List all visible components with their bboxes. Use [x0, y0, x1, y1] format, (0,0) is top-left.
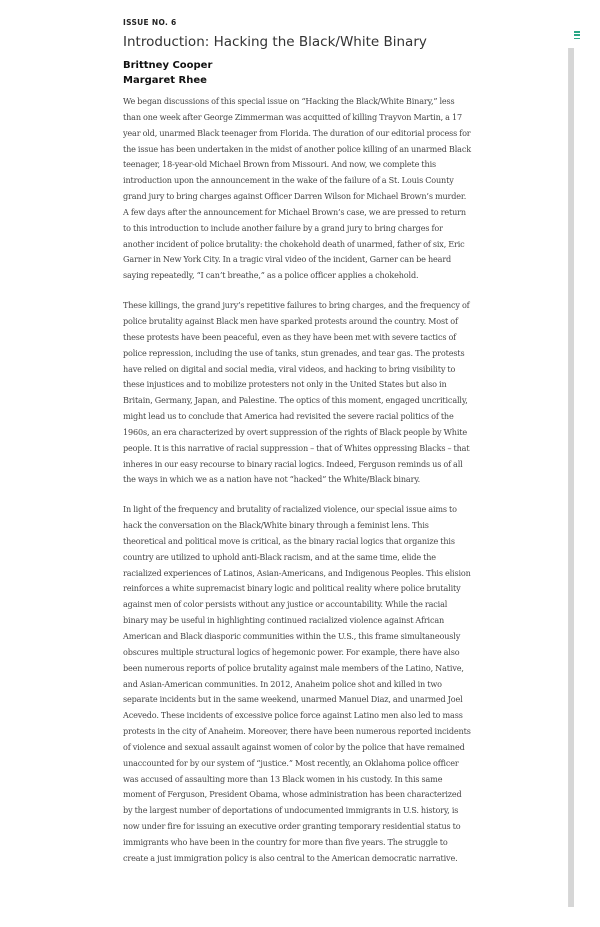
body-paragraph: These killings, the grand jury’s repetitive failures to bring charges, and the frequency of police brutality against Black men have sparked protests around the country. Most of these protests have been peaceful, even as they have been met with severe tactics of police repression, including the use of tanks, stun grenades, and tear gas. The protests have relied on digital and social media, viral videos, and hacking to bring visibility to these injustices and to mobilize protesters not only in the United States but also in Britain, Germany, Japan, and Palestine. The optics of this moment, engaged uncritically, might lead us to conclude that America had revisited the severe racial politics of the 1960s, an era characterized by overt suppression of the rights of Black people by White people. It is this narrative of racial suppression – that of Whites oppressing Blacks – that inheres in our easy recourse to binary racial logics. Indeed, Ferguson reminds us of all the ways in which we as a nation have not “hacked” the White/Black binary. [123, 300, 470, 485]
article [123, 18, 473, 881]
issue-label: ISSUE NO. 6 [123, 18, 177, 27]
menu-icon[interactable] [574, 31, 581, 40]
scrollbar-thumb[interactable] [569, 48, 574, 907]
body-paragraph: We began discussions of this special issue on “Hacking the Black/White Binary,” less than one week after George Zimmerman was acquitted of killing Trayvon Martin, a 17 year old, unarmed Black teenager from Florida. The duration of our editorial process for the issue has been undertaken in the midst of another police killing of an unarmed Black teenager, 18-year-old Michael Brown from Missouri. And now, we complete this introduction upon the announcement in the wake of the failure of a St. Louis County grand jury to bring charges against Officer Darren Wilson for Michael Brown’s murder. A few days after the announcement for Michael Brown’s case, we are pressed to return to this introduction to include another failure by a grand jury to bring charges for another incident of police brutality: the chokehold death of unarmed, father of six, Eric Garner in New York City. In a tragic viral video of the incident, Garner can be heard saying repeatedly, “I can’t breathe,” as a police officer applies a chokehold. [123, 96, 471, 281]
author-list [123, 58, 473, 88]
author-name[interactable]: Margaret Rhee [123, 75, 207, 86]
scrollbar[interactable] [568, 48, 574, 907]
page-title: Introduction: Hacking the Black/White Binary [123, 34, 427, 50]
body-paragraph: In light of the frequency and brutality of racialized violence, our special issue aims to hack the conversation on the Black/White binary through a feminist lens. This theoretical and political move is critical, as the binary racial logics that organize this country are utilized to uphold anti-Black racism, and at the same time, elide the racialized experiences of Latinos, Asian-Americans, and Indigenous Peoples. This elision reinforces a white supremacist binary logic and political reality where police brutality against men of color persists without any justice or accountability. While the racial binary may be useful in highlighting continued racialized violence against African American and Black diasporic communities within the U.S., this frame simultaneously obscures multiple structural logics of hegemonic power. For example, there have also been numerous reports of police brutality against male members of the Latino, Native, and Asian-American communities. In 2012, Anaheim police shot and killed in two separate incidents but in the same weekend, unarmed Manuel Diaz, and unarmed Joel Acevedo. These incidents of excessive police force against Latino men also led to mass protests in the city of Anaheim. Moreover, there have been numerous reported incidents of violence and sexual assault against women of color by the police that have remained unaccounted for by our system of “justice.” Most recently, an Oklahoma police officer was accused of assaulting more than 13 Black women in his custody. In this same moment of Ferguson, President Obama, whose administration has been characterized by the largest number of deportations of undocumented immigrants in U.S. history, is now under fire for issuing an executive order granting temporary residential status to immigrants who have been in the country for more than five years. The struggle to create a just immigration policy is also central to the American democratic narrative. [123, 504, 471, 863]
author-name[interactable]: Brittney Cooper [123, 60, 213, 71]
